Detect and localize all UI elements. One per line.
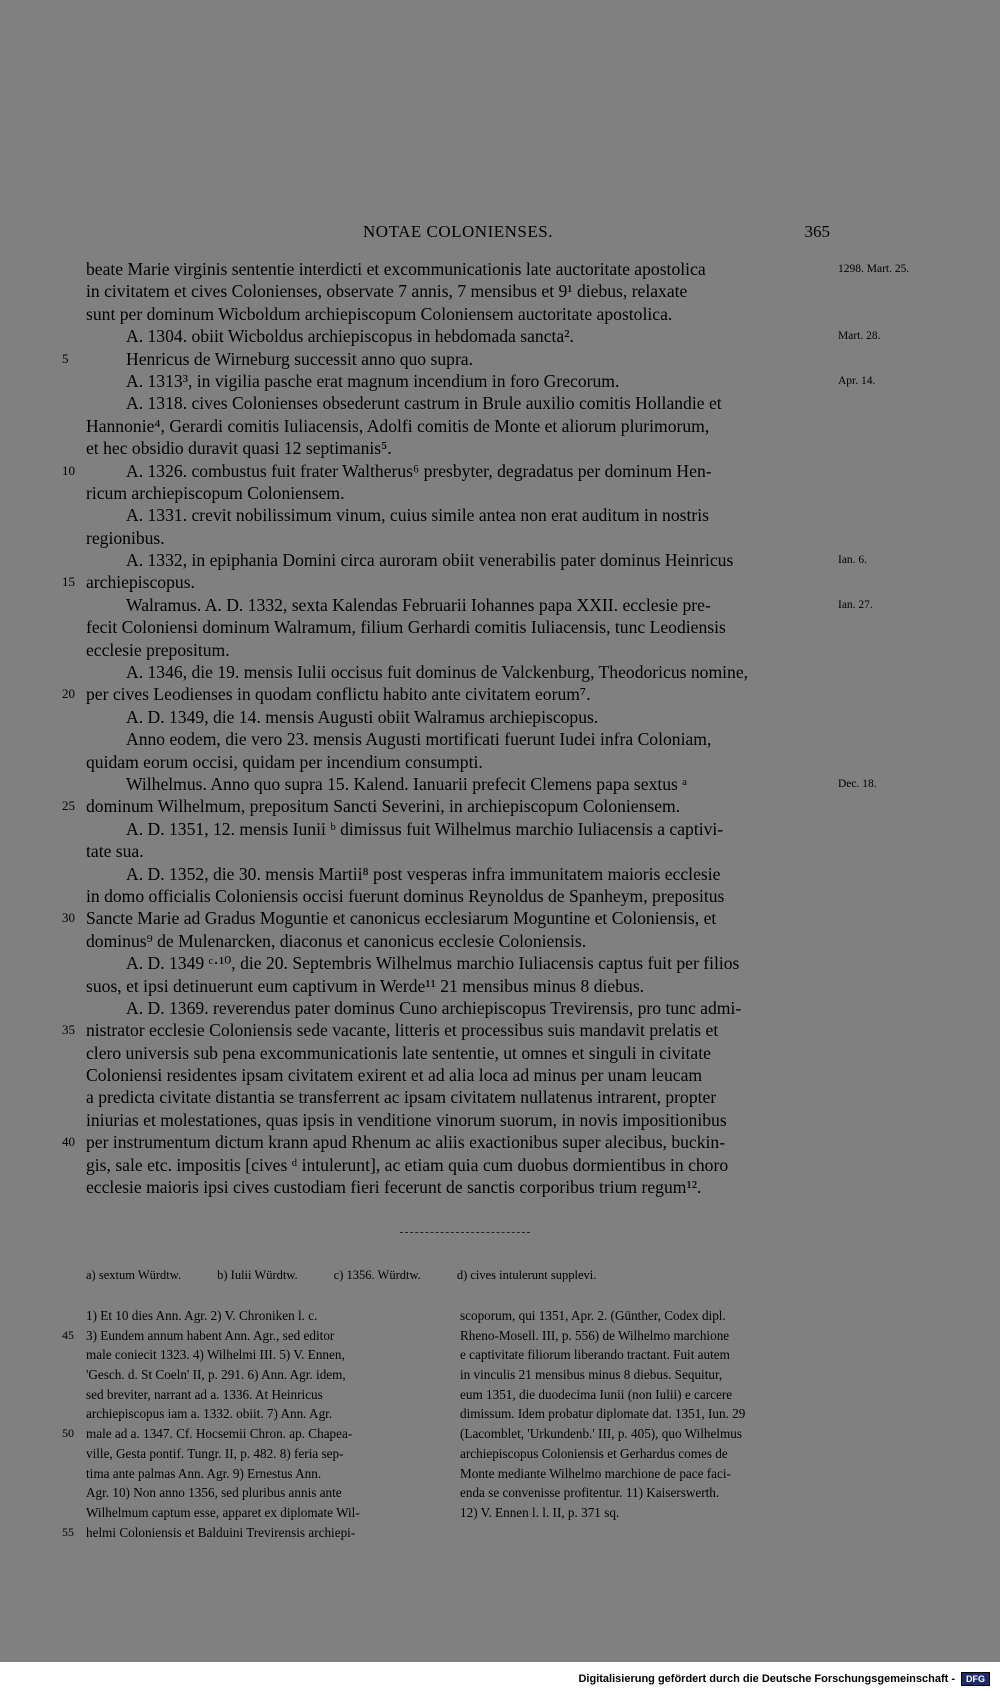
text-line — [86, 437, 831, 459]
text-line — [86, 370, 876, 392]
margin-date: Mart. 28. — [838, 330, 881, 343]
text-line — [86, 639, 831, 661]
footnote-line — [86, 1345, 420, 1365]
line-text: A. D. 1349 ᶜ·¹⁰, die 20. Septembris Wilhelmus marchio Iuliacensis captus fuit per filios — [126, 953, 740, 974]
text-line — [86, 773, 877, 795]
text-line — [86, 527, 831, 549]
text-line — [86, 952, 831, 974]
line-number: 40 — [62, 1134, 75, 1150]
line-number: 45 — [62, 1327, 74, 1342]
footnote-line: Monte mediante Wilhelmo marchione de pace faci- — [460, 1465, 731, 1481]
line-text: A. D. 1352, die 30. mensis Martii⁸ post vesperas infra immunitatem maioris ecclesie — [126, 863, 721, 884]
footnote-line: (Lacomblet, 'Urkundenb.' III, p. 405), quo Wilhelmus — [460, 1426, 742, 1442]
footnote-text: ville, Gesta pontif. Tungr. II, p. 482. 8) feria sep- — [86, 1445, 344, 1461]
footnote-line — [86, 1483, 420, 1503]
footnote-line — [86, 1464, 420, 1484]
text-line — [86, 840, 831, 862]
footnote-line — [86, 1404, 420, 1424]
line-text: per cives Leodienses in quodam conflictu habito ante civitatem eorum⁷. — [86, 684, 591, 705]
textual-variants — [86, 1268, 831, 1283]
footnote-text: male ad a. 1347. Cf. Hocsemii Chron. ap. Chapea- — [86, 1426, 353, 1442]
footnote-line — [86, 1444, 420, 1464]
line-text: ricum archiepiscopum Coloniensem. — [86, 482, 345, 503]
line-text: et hec obsidio duravit quasi 12 septimanis⁵. — [86, 438, 392, 459]
footnote-line — [62, 1326, 420, 1346]
line-text: A. 1313³, in vigilia pasche erat magnum incendium in foro Grecorum. — [126, 370, 620, 391]
variant-note: d) cives intulerunt supplevi. — [456, 1268, 597, 1282]
line-text: nistrator ecclesie Coloniensis sede vacante, litteris et processibus suis mandavit prelatis et — [86, 1020, 719, 1041]
footnote-line: scoporum, qui 1351, Apr. 2. (Günther, Codex dipl. — [460, 1308, 726, 1323]
footnote-line: Rheno-Mosell. III, p. 556) de Wilhelmo marchione — [460, 1327, 730, 1343]
text-line — [86, 415, 831, 437]
line-text: Walramus. A. D. 1332, sexta Kalendas Februarii Iohannes papa XXII. ecclesie pre- — [126, 594, 711, 615]
text-line — [86, 661, 831, 683]
line-text: fecit Coloniensi dominum Walramum, filium Gerhardi comitis Iuliacensis, tunc Leodiensis — [86, 617, 726, 638]
footer-credit-text: Digitalisierung gefördert durch die Deutsche Forschungsgemeinschaft - — [578, 1673, 955, 1685]
text-line — [86, 325, 881, 347]
footnote-text: Wilhelmum captum esse, apparet ex diplomate Wil- — [86, 1504, 360, 1520]
line-text: Sancte Marie ad Gradus Moguntie et canonicus ecclesiarum Moguntine et Coloniensis, et — [86, 908, 717, 929]
line-number: 55 — [62, 1524, 74, 1539]
text-line — [62, 460, 831, 482]
line-text: A. D. 1351, 12. mensis Iunii ᵇ dimissus fuit Wilhelmus marchio Iuliacensis a captivi- — [126, 818, 724, 839]
variant-note: c) 1356. Würdtw. — [333, 1268, 421, 1282]
text-line — [62, 348, 831, 370]
text-line — [86, 1086, 831, 1108]
line-text: A. 1318. cives Colonienses obsederunt castrum in Brule auxilio comitis Hollandie et — [126, 393, 722, 414]
text-line — [86, 1109, 831, 1131]
footnote-text: 'Gesch. d. St Coeln' II, p. 291. 6) Ann. Agr. idem, — [86, 1367, 346, 1383]
line-text: beate Marie virginis sententie interdicti et excommunicationis late auctoritate apostolica — [86, 259, 706, 279]
line-text: tate sua. — [86, 841, 144, 862]
text-line — [86, 818, 831, 840]
footnote-text: Agr. 10) Non anno 1356, sed pluribus annis ante — [86, 1485, 342, 1501]
text-line — [86, 392, 831, 414]
footnote-text: 1) Et 10 dies Ann. Agr. 2) V. Chroniken l. c. — [86, 1308, 318, 1323]
line-text: Anno eodem, die vero 23. mensis Augusti mortificati fuerunt Iudei infra Coloniam, — [126, 729, 712, 750]
footnote-text: archiepiscopus iam a. 1332. obiit. 7) Ann. Agr. — [86, 1406, 333, 1422]
line-text: clero universis sub pena excommunicationis late sententie, ut omnes et singuli in civitate — [86, 1042, 711, 1063]
footnote-text: tima ante palmas Ann. Agr. 9) Ernestus Ann. — [86, 1465, 322, 1481]
margin-date: Dec. 18. — [838, 777, 877, 790]
line-text: quidam eorum occisi, quidam per incendium consumpti. — [86, 751, 483, 772]
line-text: regionibus. — [86, 527, 165, 548]
text-line — [86, 885, 831, 907]
line-number: 20 — [62, 686, 75, 702]
line-text: in civitatem et cives Colonienses, observate 7 annis, 7 mensibus et 9¹ diebus, relaxate — [86, 281, 688, 302]
line-text: ecclesie prepositum. — [86, 639, 230, 660]
line-text: A. 1332, in epiphania Domini circa auroram obiit venerabilis pater dominus Heinricus — [126, 550, 734, 571]
text-line — [86, 751, 831, 773]
variant-note: b) Iulii Würdtw. — [217, 1268, 298, 1282]
footnote-line: e captivitate filiorum liberando tractant. Fuit autem — [460, 1347, 730, 1363]
line-text: Hannonie⁴, Gerardi comitis Iuliacensis, Adolfi comitis de Monte et aliorum plurimorum, — [86, 415, 710, 436]
line-number: 30 — [62, 910, 75, 926]
dfg-credit — [578, 1672, 990, 1686]
line-text: Henricus de Wirneburg successit anno quo supra. — [126, 348, 474, 369]
line-text: a predicta civitate distantia se transferrent ac ipsam civitatem nullatenus intrarent, propter — [86, 1087, 717, 1108]
text-line — [86, 1176, 831, 1198]
footer-bar — [0, 1662, 1000, 1692]
footnote-text: 3) Eundem annum habent Ann. Agr., sed editor — [86, 1327, 335, 1343]
footnote-line — [86, 1385, 420, 1405]
line-text: archiepiscopus. — [86, 572, 195, 593]
footnote-line: archiepiscopus Coloniensis et Gerhardus comes de — [460, 1445, 728, 1461]
page-header — [86, 222, 830, 248]
line-text: A. D. 1369. reverendus pater dominus Cuno archiepiscopus Trevirensis, pro tunc admi- — [126, 997, 742, 1018]
text-line — [86, 594, 873, 616]
page-number: 365 — [804, 222, 830, 241]
line-text: A. D. 1349, die 14. mensis Augusti obiit Walramus archiepiscopus. — [126, 706, 599, 727]
footnote-line — [86, 1503, 420, 1523]
text-line — [86, 1042, 831, 1064]
footnote-text: sed breviter, narrant ad a. 1336. At Heinricus — [86, 1386, 323, 1402]
line-text: sunt per dominum Wicboldum archiepiscopum Coloniensem auctoritate apostolica. — [86, 303, 673, 324]
text-line — [86, 549, 868, 571]
line-number: 15 — [62, 574, 75, 590]
footnote-line — [62, 1424, 420, 1444]
text-line — [86, 997, 831, 1019]
text-line — [86, 863, 831, 885]
footnote-line — [62, 1523, 420, 1543]
text-line — [86, 706, 831, 728]
text-line — [86, 616, 831, 638]
line-text: A. 1326. combustus fuit frater Waltherus⁶ presbyter, degradatus per dominum Hen- — [126, 460, 712, 481]
line-text: suos, et ipsi detinuerunt eum captivum in Werde¹¹ 21 mensibus minus 8 diebus. — [86, 975, 645, 996]
line-text: in domo officialis Coloniensis occisi fuerunt dominus Reynoldus de Spanheym, prepositus — [86, 885, 725, 906]
text-line — [86, 258, 910, 280]
footnote-line: dimissum. Idem probatur diplomate dat. 1351, Iun. 29 — [460, 1406, 746, 1422]
line-text: iniurias et molestationes, quas ipsis in venditione vinorum suorum, in novis impositionibus — [86, 1109, 727, 1130]
line-text: A. 1304. obiit Wicboldus archiepiscopus in hebdomada sancta². — [126, 326, 574, 347]
line-text: A. 1331. crevit nobilissimum vinum, cuius simile antea non erat auditum in nostris — [126, 505, 709, 526]
text-line — [86, 504, 831, 526]
variant-note: a) sextum Würdtw. — [86, 1268, 182, 1282]
text-line — [86, 482, 831, 504]
text-line — [62, 907, 831, 929]
line-text: A. 1346, die 19. mensis Iulii occisus fuit dominus de Valckenburg, Theodoricus nomine, — [126, 662, 749, 683]
footnote-text: helmi Coloniensis et Balduini Trevirensis archiepi- — [86, 1524, 356, 1540]
line-text: per instrumentum dictum krann apud Rhenum ac aliis exactionibus super alecibus, buckin- — [86, 1132, 726, 1153]
running-title: NOTAE COLONIENSES. — [363, 222, 553, 241]
footnote-line: eum 1351, die duodecima Iunii (non Iulii) e carcere — [460, 1386, 733, 1402]
margin-date: Ian. 6. — [838, 554, 868, 567]
footnote-line: in vinculis 21 mensibus minus 8 diebus. Sequitur, — [460, 1367, 723, 1383]
footnotes-right-column — [460, 1306, 830, 1523]
section-divider — [400, 1232, 530, 1235]
line-text: Wilhelmus. Anno quo supra 15. Kalend. Ianuarii prefecit Clemens papa sextus ᵃ — [126, 773, 688, 794]
line-number: 50 — [62, 1426, 74, 1441]
line-text: ecclesie maioris ipsi cives custodiam fieri fecerunt de sanctis corporibus trium regum¹². — [86, 1177, 702, 1198]
line-text: dominus⁹ de Mulenarcken, diaconus et canonicus ecclesie Coloniensis. — [86, 930, 587, 951]
text-line — [62, 1131, 831, 1153]
footnotes-left-column — [62, 1306, 420, 1542]
footnote-line: enda se convenisse profitentur. 11) Kaiserswerth. — [460, 1485, 720, 1501]
line-number: 10 — [62, 462, 75, 478]
text-line — [86, 1154, 831, 1176]
line-number: 35 — [62, 1022, 75, 1038]
text-line — [62, 683, 831, 705]
line-text: Coloniensi residentes ipsam civitatem exirent et ad alia loca ad minus per unam leucam — [86, 1065, 703, 1086]
line-text: gis, sale etc. impositis [cives ᵈ intulerunt], ac etiam quia cum duobus dormientibus in choro — [86, 1154, 729, 1175]
text-line — [86, 1064, 831, 1086]
text-line — [62, 1019, 831, 1041]
footnote-line: 12) V. Ennen l. l. II, p. 371 sq. — [460, 1504, 620, 1520]
text-line — [86, 280, 831, 302]
footnote-line — [86, 1306, 420, 1326]
footnote-text: male coniecit 1323. 4) Wilhelmi III. 5) V. Ennen, — [86, 1347, 345, 1363]
line-number: 5 — [62, 350, 69, 366]
main-text — [62, 258, 910, 1198]
text-line — [62, 571, 831, 593]
text-line — [86, 303, 831, 325]
dfg-logo-icon: DFG — [961, 1672, 990, 1686]
text-line — [62, 795, 831, 817]
line-number: 25 — [62, 798, 75, 814]
footnote-line — [86, 1365, 420, 1385]
margin-date: Apr. 14. — [838, 374, 876, 387]
text-line — [86, 975, 831, 997]
text-line — [86, 930, 831, 952]
margin-date: Ian. 27. — [838, 598, 873, 611]
margin-date: 1298. Mart. 25. — [838, 263, 910, 275]
text-line — [86, 728, 831, 750]
line-text: dominum Wilhelmum, prepositum Sancti Severini, in archiepiscopum Coloniensem. — [86, 796, 681, 817]
